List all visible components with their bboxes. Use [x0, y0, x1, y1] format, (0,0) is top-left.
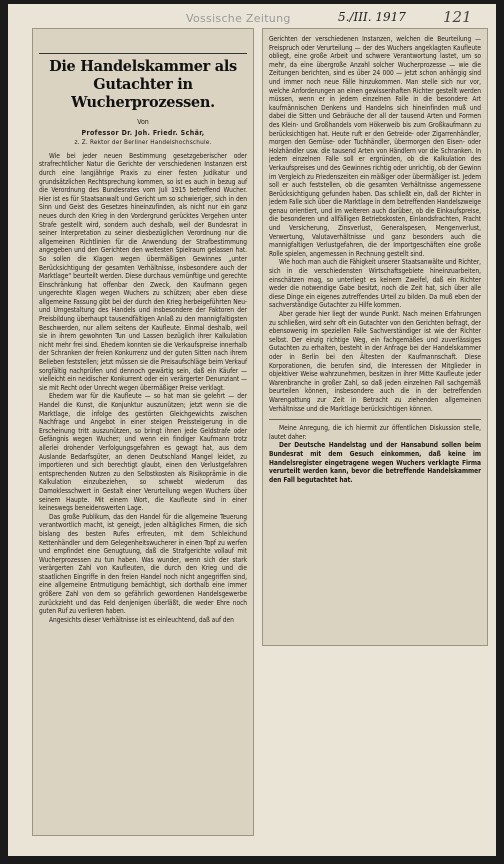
left-column-text — [33, 29, 253, 624]
title-rule — [39, 53, 247, 54]
byline-von: Von — [137, 118, 149, 126]
paragraph: Aber gerade hier liegt der wunde Punkt. Nach meinen Erfahrungen zu schließen, wird sehr oft ein Gutachter von den Gerichten befragt, der ebensowenig im speziellen Falle Sachverständiger ist wie der Richter selbst. Der einzig richtige Weg, ein fachgemäßes und zuverlässiges Gutachten zu erhalten, besteht in der Anfrage bei der Handelskammer oder in Berlin bei den Ältesten der Kaufmannschaft. Diese Korporationen, die berufen sind, die Interessen der Mitglieder in objektiver Weise wahrzunehmen, besitzen in ihrer Mitte Kaufleute jeder Warenbranche in großer Zahl, so daß jeden einzelnen Fall sachgemäß beurteilen können, insbesondere auch die in der betreffenden Warengattung zur Zeit in Betracht zu ziehenden allgemeinen Verhältnisse und die Marktlage berücksichtigen können. — [269, 310, 481, 413]
author-name: Professor Dr. Joh. Friedr. Schär, — [81, 128, 205, 137]
newspaper-source: Vossische Zeitung — [186, 12, 291, 25]
paragraph: Meine Anregung, die ich hiermit zur öffentlichen Diskussion stelle, lautet daher: — [269, 424, 481, 441]
right-column-text — [263, 29, 487, 484]
paragraph: Angesichts dieser Verhältnisse ist es einleuchtend, daß auf den — [49, 615, 234, 624]
paragraph: Ehedem war für die Kaufleute — so hat man sie gelehrt — der Handel die Kunst, die Konjunktur auszunützen; jetzt wenn sie die Marktlage, die infolge des gestörten Gleichgewichts zwischen Nachfrage und Angebot in einer steigen Preissteigerung in die Erscheinung tritt auszunützen, so bringt ihnen jede Geldstrafe oder Gefängnis wegen Wucher; und wenn ein findiger Kaufmann trotz allerlei drohender Verfolgungsgefahren es gewagt hat, aus dem Auslande Bedarfsgüter, an denen Deutschland Mangel leidet, zu importieren und sich berechtigt glaubt, einen den Verlustgefahren entsprechenden Nutzen zu den Selbstkosten als Risikoprämie in die Kalkulation einzubeziehen, so schwebt wiederum das Damoklesschwert in Gestalt einer Verurteilung wegen Wuchers über seinem Haupte. Mit einem Wort, die Kaufleute sind in einer keineswegs beneidenswerten Lage. — [39, 392, 247, 513]
paragraph: Wie hoch man auch die Fähigkeit unserer Staatsanwälte und Richter, sich in die verschiedensten Wirtschaftsgebiete hineinzuarbeiten, einschätzen mag, so unterliegt es keinem Zweifel, daß ein Richter weder die notwendige Gabe besitzt, noch die Zeit hat, sich über alle diese Dinge ein eigenes zutreffendes Urteil zu bilden. Da muß eben der sachverständige Gutachter zu Hilfe kommen. — [269, 258, 481, 310]
archive-number: 121 — [443, 8, 472, 26]
author-position: z. Z. Rektor der Berliner Handelshochschule. — [74, 138, 212, 147]
clipping-separator — [269, 419, 481, 420]
clipping-left-column — [32, 28, 254, 836]
paragraph: Gerichten der verschiedenen Instanzen, welchen die Beurteilung — Freispruch oder Verurteilung — der des Wuchers angeklagten Kaufleute obliegt, eine große Arbeit und schwere Verantwortung lastet, um so mehr, da eine übergroße Anzahl solcher Wucherprozesse — wie die Zeitungen berichten, sind es über 24 000 — jetzt schon anhängig sind und immer noch neue Fälle hinzukommen. Man stelle sich nur vor, welche Anforderungen an einen gewissenhaften Richter gestellt werden müssen, wenn er in jedem einzelnen Falle in die besondere Art kaufmännischen Denkens und Handelns sich hineinfinden muß und dabei die Sitten und Gebräuche der all der tausend Arten und Formen des Klein- und Großhandels vom Hökerweib bis zum Großkaufmann zu berücksichtigen hat. Heute ruft er den Getreide- oder Zigarrenhändler, morgen den Gemüse- oder Tuchhändler, übermorgen den Eisen- oder Holzhändler usw. die tausend Arten von Händlern vor die Schranken. In jedem einzelnen Falle soll er ergründen, ob die Kalkulation des Verkaufspreises und des Gewinnes richtig oder unrichtig, ob der Gewinn im Vergleich zu Friedenszeiten ein mäßiger oder übermäßiger ist. Jedem soll er auch feststellen, ob die gesamten Verhältnisse angemessene Berücksichtigung gefunden haben. Das schließt ein, daß der Richter in jedem Falle sich über die Marktlage in dem betreffenden Handelszweige genau orientiert, und im weiteren auch darüber, ob die Einkaufspreise, die besonderen und allfälligen Betriebskosten, Einlandsfrachten, Fracht und Versicherung, Zinsverlust, Generalspesen, Mengenverlust, Verwertung, Valutaverhältnisse und ganz besonders auch die mannigfaltigen Verlustgefahren, die der Importgeschäften eine große Rolle spielen, angemessen in Rechnung gestellt sind. — [269, 35, 481, 258]
paragraph: Das große Publikum, das den Handel für die allgemeine Teuerung verantwortlich macht, ist geneigt, jeden alltägliches Firmen, die sich bislang des besten Rufes erfreuten, mit dem Schleichund Kettenhändler und dem Gelegenheitswucherer in einen Topf zu werfen und empfindet eine Genugtuung, daß die Strafgerichte vollauf mit Wucherprozessen zu tun haben. Was wunder, wenn sich der stark verärgerten Zahl von Kaufleuten, die durch den Krieg und die staatlichen Eingriffe in den freien Handel noch nicht angegriffen sind, eine allgemeine Entmutigung bemächtigt, sich dorthalb eine immer größere Zahl von dem so gefährlich gewordenen Handelsgewerbe zurückzieht und das Feld denjenigen überläßt, die weder Ehre noch guten Ruf zu verlieren haben. — [39, 512, 247, 616]
paragraph: Wie bei jeder neuen Bestimmung gesetzgeberischer oder strafrechtlicher Natur die Gerichte der verschiedenen Instanzen erst durch eine langjährige Praxis zu einer festen Judikatur und grundsätzlichen Rechtsprechung kommen, so ist es auch in bezug auf die Verordnung des Bundesrates vom Juli 1915 betreffend Wucher. Hier ist es für Staatsanwalt und Gericht um so schwieriger, sich in den Sinn und Geist des Gesetzes hineinzufinden, als nicht nur ein ganz neues durch den Krieg in den Vordergrund gerücktes Vergehen unter Strafe gestellt wird, sondern auch deshalb, weil der Bundesrat in seiner Interpretation zu seiner diesbezüglichen Verordnung nur die allgemeinen Richtlinien für die Anwendung der Strafbestimmung angegeben und den Gerichten den weitesten Spielraum gelassen hat. So sollen die Klagen wegen übermäßigen Gewinnes „unter Berücksichtigung der gesamten Verhältnisse, insbesondere auch der Marktlage“ beurteilt werden. Diese durchaus vernünftige und gerechte Einschränkung hat offenbar den Zweck, den Kaufmann gegen ungerechte Klagen wegen Wuchers zu schützen; aber eben diese allgemeine Fassung gibt bei der durch den Krieg herbeigeführten Neu- und Umgestaltung des Handels und insbesondere der Faktoren der Preisbildung überhaupt tausendfältigen Anlaß zu den mannigfaltigsten Beschwerden, nur allem seitens der Kaufleute. Einmal deshalb, weil sie in ihrem gewohnten Tun und Lassen bezüglich ihrer Kalkulation nicht mehr frei sind. Ehedem konnten sie die Verkaufspreise innerhalb der Schranken der freien Konkurrenz und der guten Sitten nach ihrem Belieben feststellen; jetzt müssen sie die Preisaufschläge beim Verkauf sorgfältig nachprüfen und dennoch gewärtig sein, daß ein Käufer — vielleicht ein neidischer Konkurrent oder ein verärgerter Denunziant — sie mit Recht oder Unrecht wegen übermäßiger Preise verklagt. — [39, 151, 247, 392]
conclusion-paragraph: Der Deutsche Handelstag und der Hansabund sollen beim Bundesrat mit dem Gesuch einkommen, daß keine im Handelsregister eingetragene wegen Wuchers verklagte Firma verurteilt werden kann, bevor die betreffende Handelskammer den Fall begutachtet hat. — [269, 441, 481, 484]
article-title: Die Handelskammer als Gutachter in Wucherprozessen. — [49, 58, 237, 111]
archive-page — [8, 4, 496, 856]
clipping-right-column — [262, 28, 488, 646]
handwritten-date: 5./III. 1917 — [338, 10, 406, 24]
